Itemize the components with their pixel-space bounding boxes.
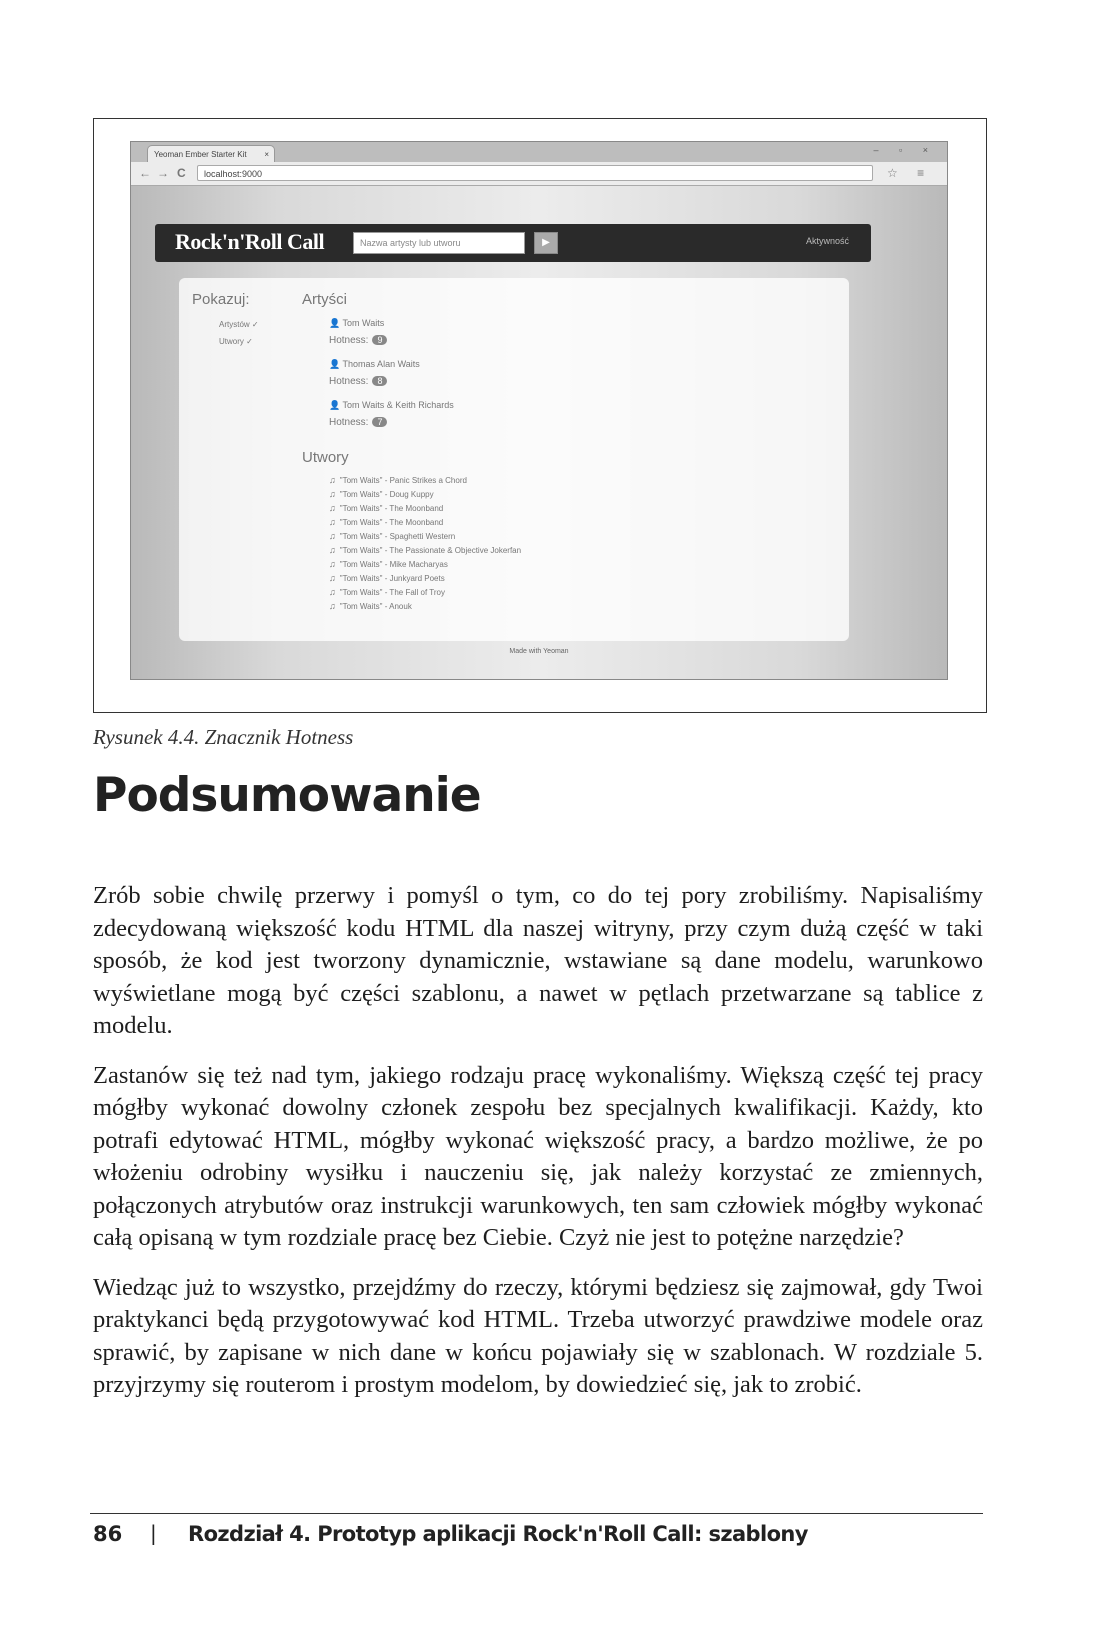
tab-close-icon[interactable]: × [264, 150, 269, 159]
back-icon[interactable]: ← [139, 166, 151, 180]
hotness-row: Hotness: 7 [329, 417, 387, 428]
songs-title: Utwory [302, 449, 349, 466]
music-note-icon: ♫ [329, 531, 336, 541]
artist-name[interactable]: 👤 Tom Waits [329, 318, 385, 328]
app-navbar [155, 224, 871, 262]
user-icon: 👤 [329, 359, 343, 369]
running-title: Rozdział 4. Prototyp aplikacji Rock'n'Roll Call: szablony [188, 1522, 808, 1546]
forward-icon[interactable]: → [157, 166, 169, 180]
figure-caption: Rysunek 4.4. Znacznik Hotness [93, 725, 354, 749]
search-placeholder: Nazwa artysty lub utworu [360, 238, 461, 248]
reload-icon[interactable]: C [177, 166, 186, 180]
song-item[interactable]: ♫ "Tom Waits" - Mike Macharyas [329, 559, 448, 569]
artist-name[interactable]: 👤 Tom Waits & Keith Richards [329, 400, 454, 410]
footer-rule [90, 1513, 983, 1514]
song-item[interactable]: ♫ "Tom Waits" - Doug Kuppy [329, 489, 434, 499]
hotness-row: Hotness: 8 [329, 376, 387, 387]
search-button[interactable]: ▶ [534, 232, 558, 254]
footer-separator: | [150, 1521, 157, 1545]
window-controls[interactable]: – ▫ × [873, 145, 937, 155]
music-note-icon: ♫ [329, 517, 336, 527]
music-note-icon: ♫ [329, 559, 336, 569]
user-icon: 👤 [329, 318, 343, 328]
toolbar-icons[interactable]: ☆ ≡ [887, 166, 933, 180]
song-item[interactable]: ♫ "Tom Waits" - Junkyard Poets [329, 573, 445, 583]
browser-window [130, 141, 948, 680]
browser-toolbar [131, 162, 947, 186]
song-item[interactable]: ♫ "Tom Waits" - The Fall of Troy [329, 587, 446, 597]
music-note-icon: ♫ [329, 573, 336, 583]
paragraph: Zastanów się też nad tym, jakiego rodzaju pracę wykonaliśmy. Większą część tej pracy mógłby wykonać dowolny członek zespołu bez specjalnych kwalifikacji. Każdy, kto potrafi edytować HTML, mógłby wykonać większość pracy, a bardzo możliwe, że po włożeniu odrobiny wysiłku i nauczeniu się, jak należy korzystać ze zmiennych, połączonych atrybutów oraz instrukcji warunkowych, ten sam człowiek mógłby wykonać całą opisaną w tym rozdziale pracę bez Ciebie. Czyż nie jest to potężne narzędzie? [93, 1061, 983, 1251]
section-heading: Podsumowanie [93, 768, 481, 823]
music-note-icon: ♫ [329, 601, 336, 611]
address-bar[interactable]: localhost:9000 [197, 165, 873, 181]
page-viewport [131, 186, 947, 679]
music-note-icon: ♫ [329, 475, 336, 485]
song-item[interactable]: ♫ "Tom Waits" - Panic Strikes a Chord [329, 475, 467, 485]
song-item[interactable]: ♫ "Tom Waits" - The Moonband [329, 517, 444, 527]
search-input[interactable] [353, 232, 525, 254]
music-note-icon: ♫ [329, 503, 336, 513]
tab-title: Yeoman Ember Starter Kit [154, 150, 247, 159]
activity-link[interactable]: Aktywność [805, 236, 849, 246]
content-panel [179, 278, 849, 641]
browser-tab[interactable] [147, 145, 275, 162]
figure-screenshot [93, 118, 987, 713]
filters-title: Pokazuj: [192, 291, 250, 308]
music-note-icon: ♫ [329, 489, 336, 499]
body-text [93, 880, 983, 1419]
artists-title: Artyści [302, 291, 347, 308]
artist-name[interactable]: 👤 Thomas Alan Waits [329, 359, 420, 369]
paragraph: Zrób sobie chwilę przerwy i pomyśl o tym, co do tej pory zrobiliśmy. Napisaliśmy zdecydowaną większość kodu HTML dla naszej witryny, przy czym dużą część w taki sposób, że kod jest tworzony dynamicznie, wstawiane są dane modelu, warunkowo wyświetlane mogą być części szablonu, a nawet w pętlach przetwarzane są tablice z modelu. [93, 882, 983, 1039]
music-note-icon: ♫ [329, 587, 336, 597]
tab-strip [131, 142, 947, 162]
paragraph: Wiedząc już to wszystko, przejdźmy do rzeczy, którymi będziesz się zajmował, gdy Twoi praktykanci będą przygotowywać kod HTML. Trzeba utworzyć prawdziwe modele oraz sprawić, by zapisane w nich dane w końcu pojawiały się w szablonach. W rozdziale 5. przyjrzymy się routerom i prostym modelom, by dowiedzieć się, jak to zrobić. [93, 1273, 983, 1398]
filter-artists[interactable]: Artystów ✓ [219, 320, 259, 329]
hotness-badge: 9 [372, 335, 387, 345]
filter-songs[interactable]: Utwory ✓ [219, 337, 253, 346]
hotness-badge: 7 [372, 417, 387, 427]
song-item[interactable]: ♫ "Tom Waits" - Anouk [329, 601, 412, 611]
song-item[interactable]: ♫ "Tom Waits" - The Passionate & Objective Jokerfan [329, 545, 522, 555]
song-item[interactable]: ♫ "Tom Waits" - Spaghetti Western [329, 531, 456, 541]
page-number: 86 [93, 1522, 123, 1546]
song-item[interactable]: ♫ "Tom Waits" - The Moonband [329, 503, 444, 513]
hotness-badge: 8 [372, 376, 387, 386]
hotness-row: Hotness: 9 [329, 335, 387, 346]
page-footer-credit: Made with Yeoman [509, 648, 569, 655]
brand-logo[interactable]: Rock'n'Roll Call [175, 229, 325, 254]
music-note-icon: ♫ [329, 545, 336, 555]
user-icon: 👤 [329, 400, 343, 410]
